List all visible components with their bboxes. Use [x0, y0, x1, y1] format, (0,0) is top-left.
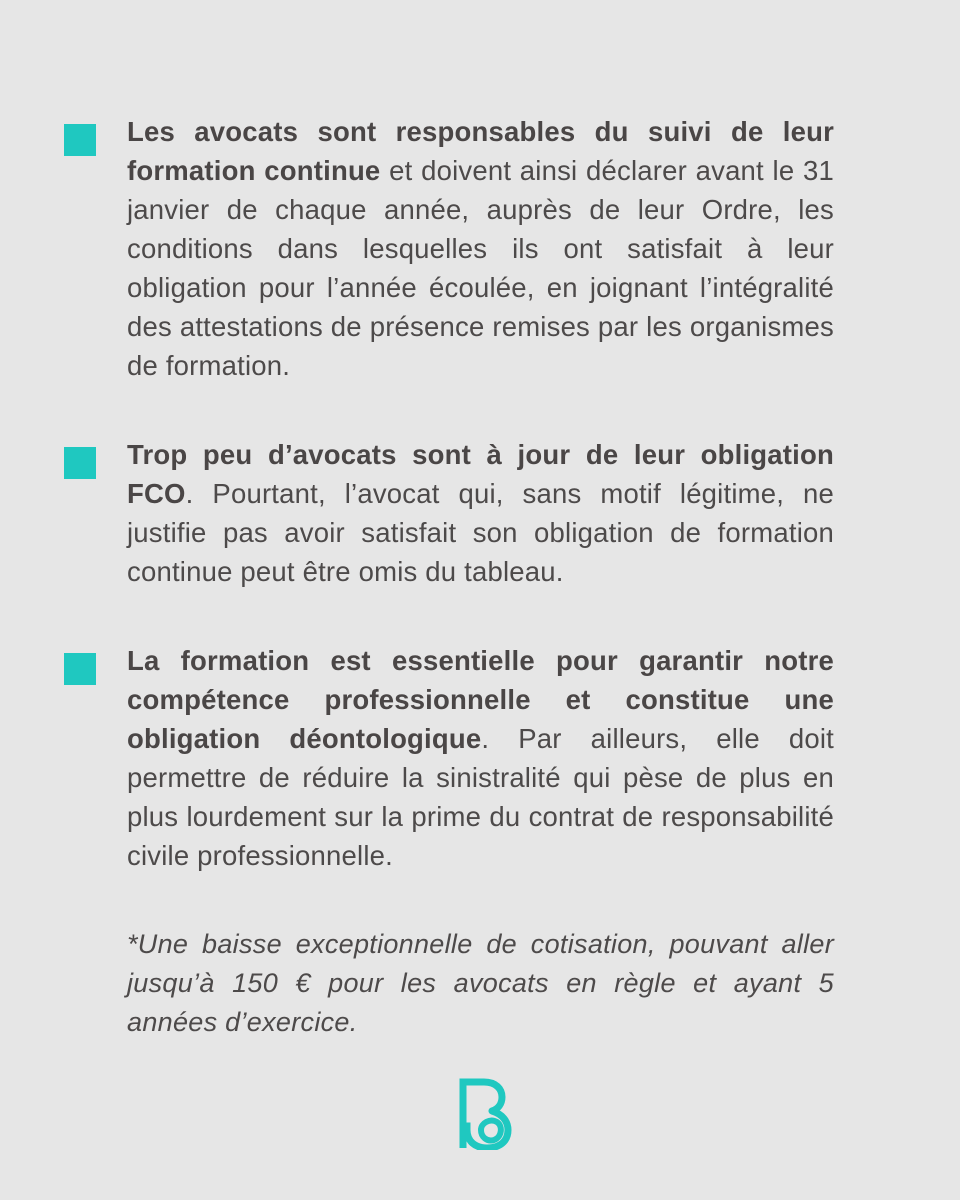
b-logo-icon — [456, 1078, 512, 1150]
square-bullet-icon — [64, 447, 96, 479]
bullet-text-2 — [127, 435, 834, 591]
bullet-body-2: . Pourtant, l’avocat qui, sans motif légitime, ne justifie pas avoir satisfait son obligation de formation continue peut être omis du tableau. — [127, 478, 834, 587]
main-content — [64, 112, 834, 1042]
bullet-item-3 — [64, 641, 834, 875]
bullet-body-1: et doivent ainsi déclarer avant le 31 janvier de chaque année, auprès de leur Ordre, les conditions dans lesquelles ils ont satisfait à leur obligation pour l’année écoulée, en joignant l’intégralité des attestations de présence remises par les organismes de formation. — [127, 155, 834, 381]
bullet-bold-2: Trop peu d’avocats sont à jour de leur obligation FCO — [127, 439, 834, 509]
bullet-item-1 — [64, 112, 834, 385]
bullet-item-2 — [64, 435, 834, 591]
bullet-bold-3: La formation est essentielle pour garantir notre compétence professionnelle et constitue une obligation déontologique — [127, 645, 834, 754]
bullet-body-3: . Par ailleurs, elle doit permettre de réduire la sinistralité qui pèse de plus en plus lourdement sur la prime du contrat de responsabilité civile professionnelle. — [127, 723, 834, 871]
bullet-bold-1: Les avocats sont responsables du suivi de leur formation continue — [127, 116, 834, 186]
square-bullet-icon — [64, 653, 96, 685]
bullet-text-3 — [127, 641, 834, 875]
square-bullet-icon — [64, 124, 96, 156]
bullet-text-1 — [127, 112, 834, 385]
footnote: *Une baisse exceptionnelle de cotisation, pouvant aller jusqu’à 150 € pour les avocats en règle et ayant 5 années d’exercice. — [127, 929, 834, 1037]
